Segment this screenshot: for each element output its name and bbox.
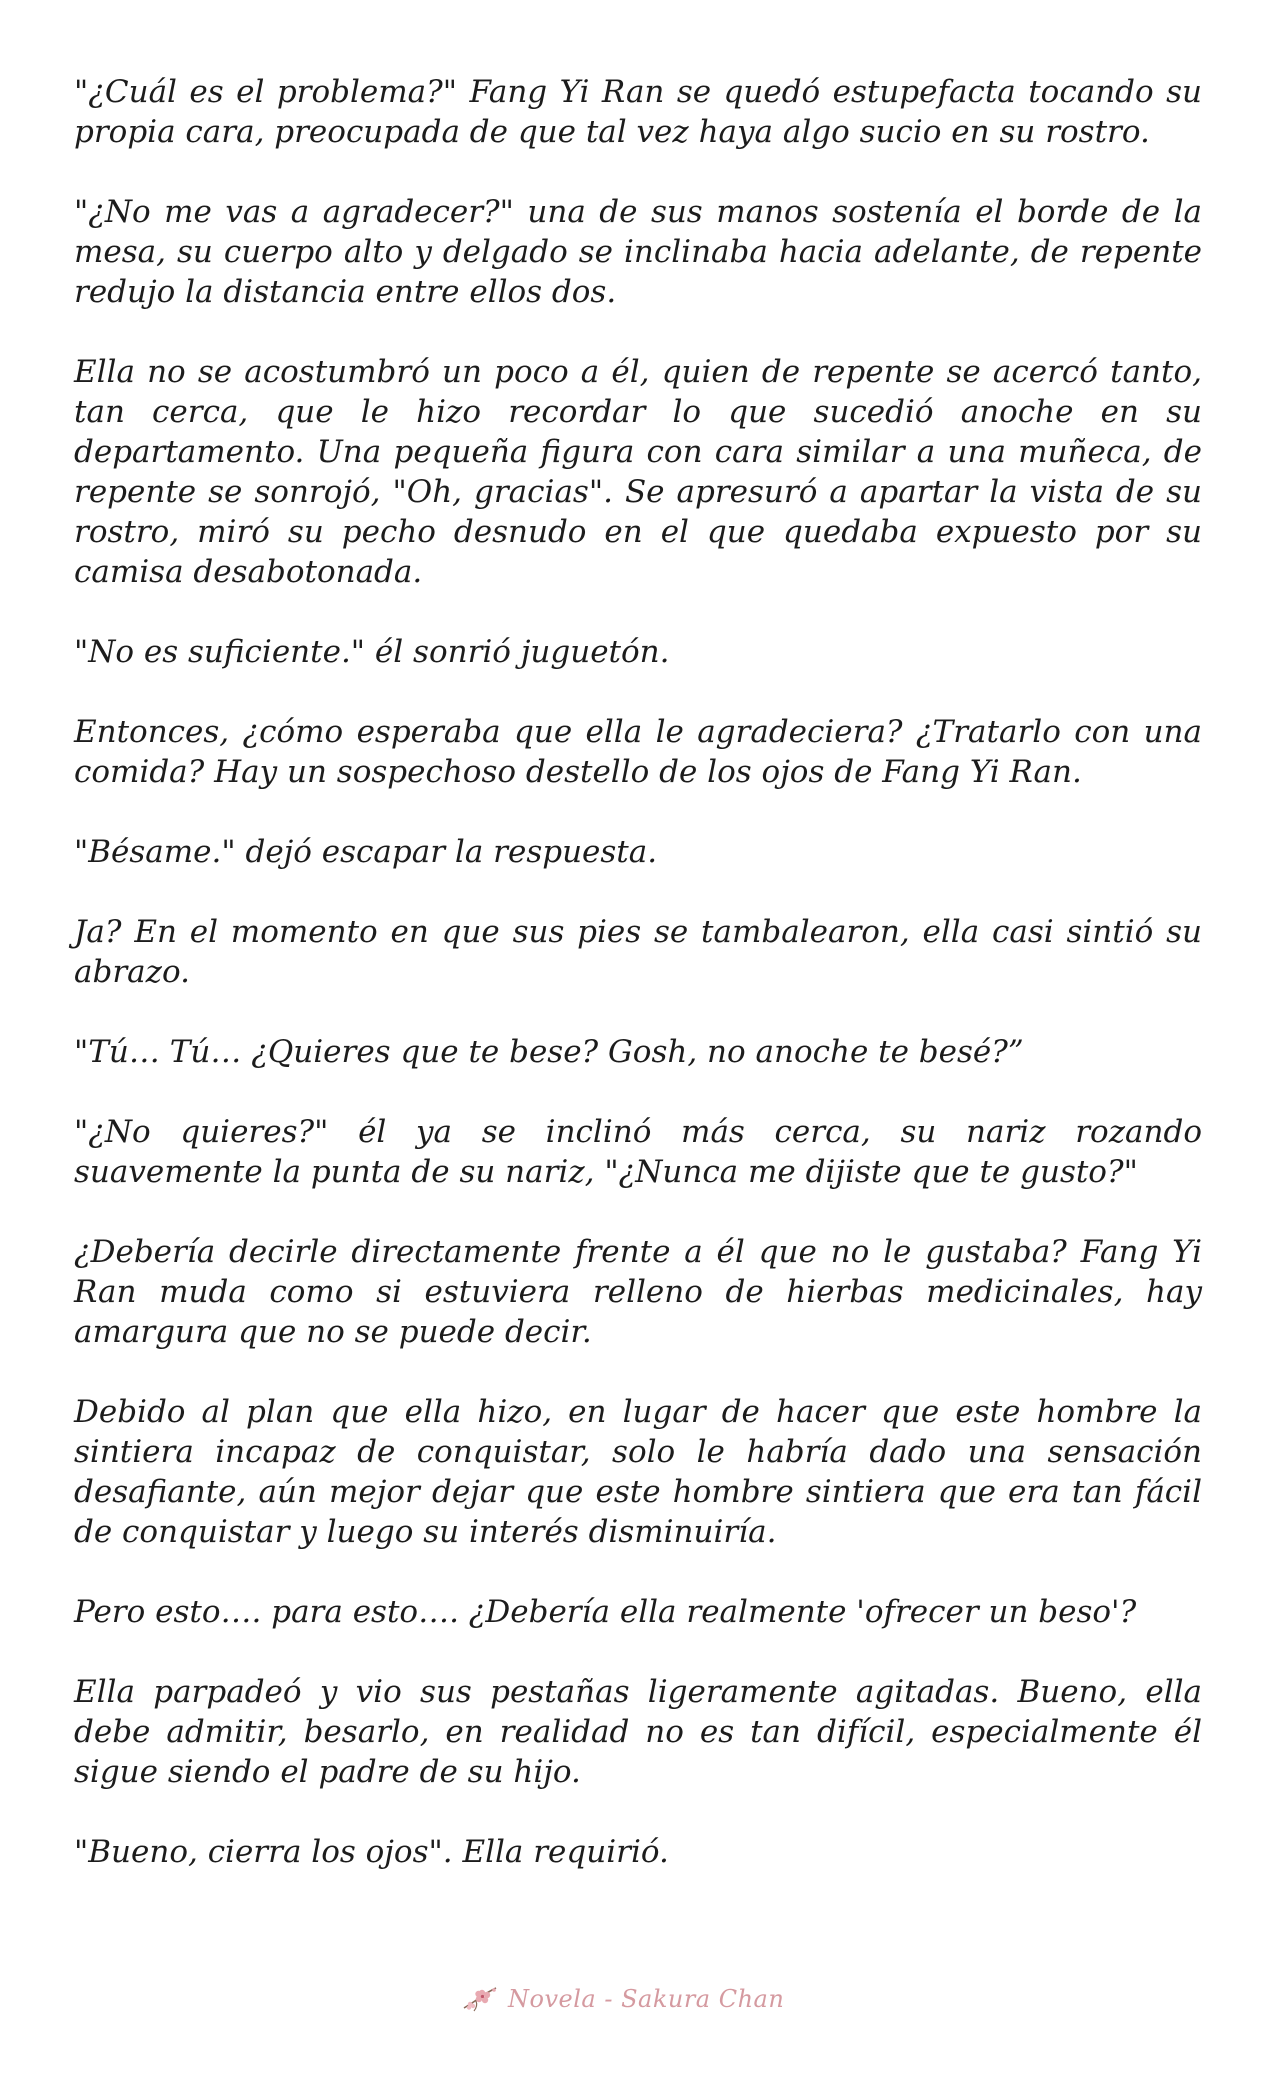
watermark-text: Novela - Sakura Chan: [508, 1985, 785, 2013]
paragraph-8: "Tú… Tú… ¿Quieres que te bese? Gosh, no anoche te besé?”: [74, 1034, 1024, 1070]
paragraph-9: "¿No quieres?" él ya se inclinó más cerca, su nariz rozando suavemente la punta de su nariz, "¿Nunca me dijiste que te gusto?": [74, 1114, 1202, 1190]
paragraph-5: Entonces, ¿cómo esperaba que ella le agradeciera? ¿Tratarlo con una comida? Hay un sospechoso destello de los ojos de Fang Yi Ran.: [74, 714, 1202, 790]
paragraph-10: ¿Debería decirle directamente frente a él que no le gustaba? Fang Yi Ran muda como si estuviera relleno de hierbas medicinales, hay amargura que no se puede decir.: [74, 1234, 1202, 1350]
paragraph-13: Ella parpadeó y vio sus pestañas ligeramente agitadas. Bueno, ella debe admitir, besarlo, en realidad no es tan difícil, especialmente él sigue siendo el padre de su hijo.: [74, 1674, 1202, 1790]
sakura-blossom-icon: [462, 1984, 500, 2014]
paragraph-2: "¿No me vas a agradecer?" una de sus manos sostenía el borde de la mesa, su cuerpo alto y delgado se inclinaba hacia adelante, de repente redujo la distancia entre ellos dos.: [74, 194, 1202, 310]
paragraph-11: Debido al plan que ella hizo, en lugar de hacer que este hombre la sintiera incapaz de conquistar, solo le habría dado una sensación desafiante, aún mejor dejar que este hombre sintiera que era tan fácil de conquistar y luego su interés disminuiría.: [74, 1394, 1202, 1550]
paragraph-3: Ella no se acostumbró un poco a él, quien de repente se acercó tanto, tan cerca, que le hizo recordar lo que sucedió anoche en su departamento. Una pequeña figura con cara similar a una muñeca, de repente se sonrojó, "Oh, gracias". Se apresuró a apartar la vista de su rostro, miró su pecho desnudo en el que quedaba expuesto por su camisa desabotonada.: [74, 354, 1202, 590]
document-body: [74, 72, 1202, 1912]
paragraph-1: "¿Cuál es el problema?" Fang Yi Ran se quedó estupefacta tocando su propia cara, preocupada de que tal vez haya algo sucio en su rostro.: [74, 74, 1202, 150]
paragraph-7: Ja? En el momento en que sus pies se tambalearon, ella casi sintió su abrazo.: [74, 914, 1202, 990]
paragraph-6: "Bésame." dejó escapar la respuesta.: [74, 834, 658, 870]
paragraph-12: Pero esto…. para esto…. ¿Debería ella realmente 'ofrecer un beso'?: [74, 1594, 1137, 1630]
paragraph-14: "Bueno, cierra los ojos". Ella requirió.: [74, 1834, 669, 1870]
paragraph-4: "No es suficiente." él sonrió juguetón.: [74, 634, 670, 670]
watermark: [462, 1984, 784, 2014]
